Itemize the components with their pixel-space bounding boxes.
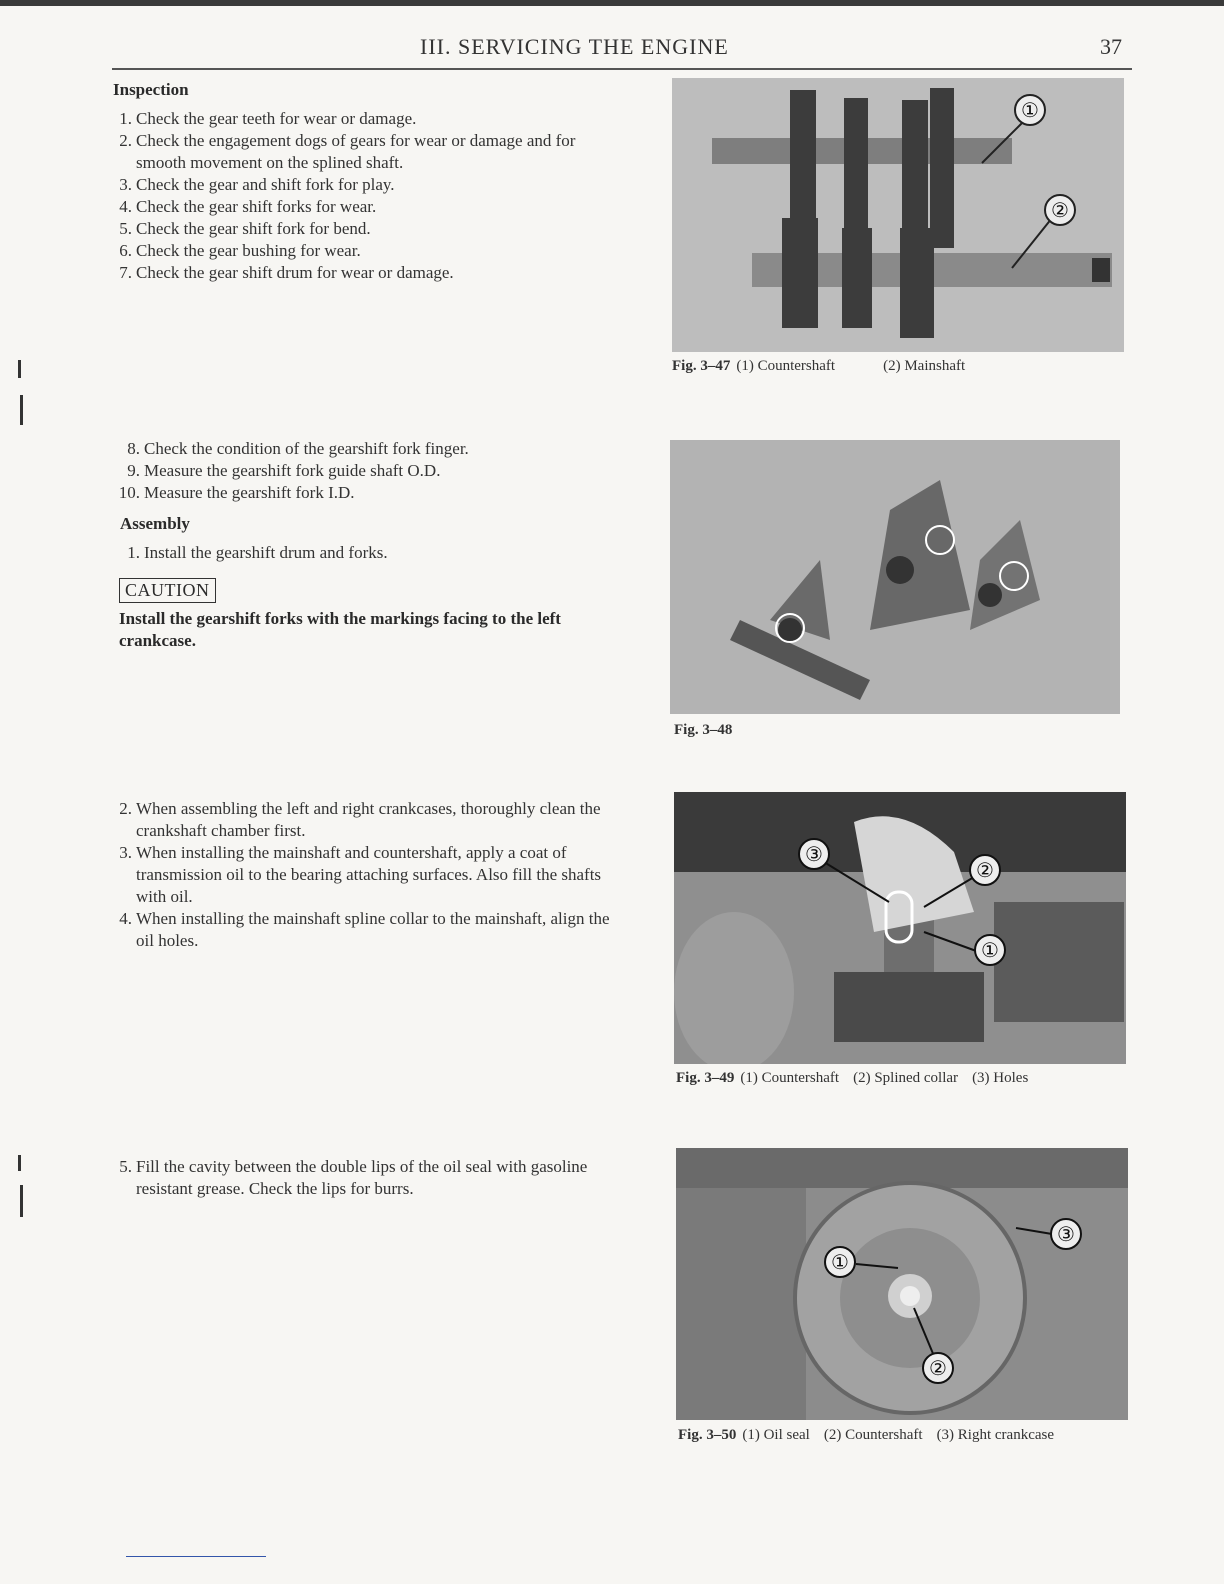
page-header-title: III. SERVICING THE ENGINE [420,34,729,59]
fig-3-49-photo [674,792,1126,1064]
list-item: 10. Measure the gearshift fork I.D. [118,483,355,502]
caution-label: CAUTION [119,578,216,603]
list-item: 4. When installing the mainshaft spline collar to the mainshaft, align the oil holes. [119,909,610,950]
assembly-steps-2-4 [108,798,613,952]
list-item: 6. Check the gear bushing for wear. [119,241,361,260]
list-item: 9. Measure the gearshift fork guide shaft O.D. [127,461,441,480]
list-item: 7. Check the gear shift drum for wear or damage. [119,263,454,282]
callout-marker: ① [981,938,999,962]
callout-marker: ② [976,858,994,882]
list-item: 8. Check the condition of the gearshift fork finger. [127,439,469,458]
inspection-list-2 [108,438,620,504]
callout-marker: ③ [1057,1222,1075,1246]
assembly-step-5 [108,1156,616,1200]
page-top-border [0,0,1224,6]
footnote-rule [126,1556,266,1557]
fig-3-50-caption: Fig. 3–50 (1) Oil seal (2) Countershaft (3) Right crankcase [678,1427,1055,1443]
callout-marker: ③ [805,842,823,866]
list-item: 2. Check the engagement dogs of gears for wear or damage and for smooth movement on the splined shaft. [119,131,576,172]
margin-mark [20,395,23,425]
page-number: 37 [1100,34,1122,59]
fig-3-47-caption: Fig. 3–47 (1) Countershaft (2) Mainshaft [672,358,966,374]
fig-3-50-photo [676,1148,1128,1420]
shaft-installation-illustration [674,792,1126,1064]
margin-mark [20,1185,23,1217]
fig-3-48-photo [670,440,1120,714]
list-item: 5. Fill the cavity between the double lips of the oil seal with gasoline resistant grease. Check the lips for burrs. [119,1157,588,1198]
inspection-list-1 [108,108,618,284]
callout-marker: ① [1021,98,1039,122]
list-item: 1. Check the gear teeth for wear or damage. [119,109,417,128]
assembly-step-1 [108,542,620,564]
fig-3-49-caption: Fig. 3–49 (1) Countershaft (2) Splined collar (3) Holes [676,1070,1029,1086]
list-item: 2. When assembling the left and right crankcases, thoroughly clean the crankshaft chamber first. [119,799,601,840]
list-item: 5. Check the gear shift fork for bend. [119,219,371,238]
crankcase-oil-seal-illustration [676,1148,1128,1420]
inspection-heading: Inspection [113,80,189,99]
caution-text: Install the gearshift forks with the markings facing to the left crankcase. [119,609,561,650]
callout-marker: ② [929,1356,947,1380]
transmission-shafts-illustration [672,78,1124,352]
assembly-heading: Assembly [120,514,190,533]
margin-mark [18,360,21,378]
callout-marker: ② [1051,198,1069,222]
list-item: 1. Install the gearshift drum and forks. [127,543,388,562]
gearshift-forks-illustration [670,440,1120,714]
fig-3-48-caption: Fig. 3–48 [674,722,733,738]
list-item: 3. Check the gear and shift fork for play. [119,175,395,194]
callout-marker: ① [831,1250,849,1274]
header-rule [112,68,1132,70]
list-item: 4. Check the gear shift forks for wear. [119,197,377,216]
margin-mark [18,1155,21,1171]
list-item: 3. When installing the mainshaft and countershaft, apply a coat of transmission oil to the bearing attaching surfaces. Also fill the shafts with oil. [119,843,602,906]
fig-3-47-photo [672,78,1124,352]
